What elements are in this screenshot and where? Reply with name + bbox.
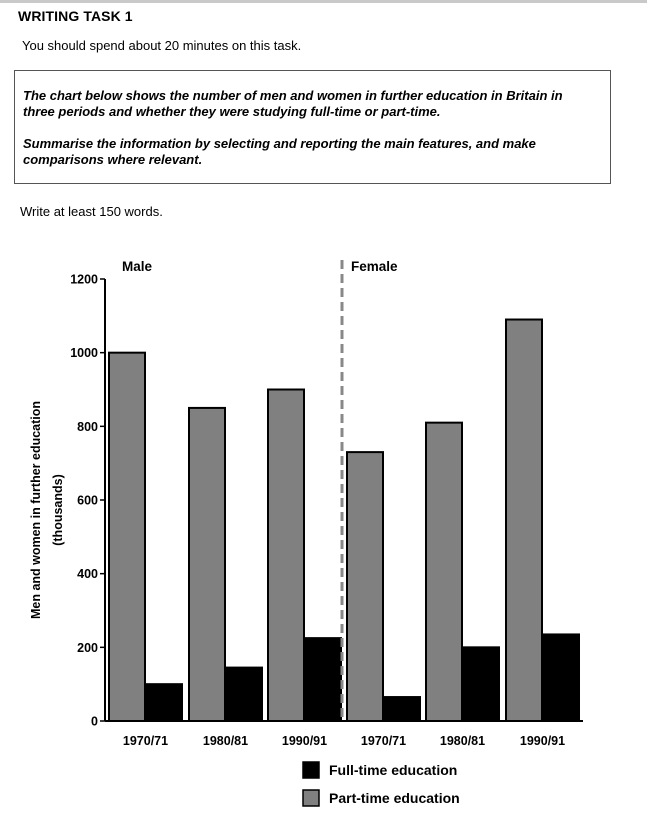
y-tick-label: 600: [77, 493, 98, 508]
bar-chart: [0, 240, 647, 828]
group-label-female: Female: [351, 259, 398, 274]
x-tick-label: 1990/91: [281, 734, 328, 748]
part-time-bar: [426, 423, 462, 721]
word-instruction: Write at least 150 words.: [20, 204, 163, 219]
x-tick-label: 1970/71: [122, 734, 169, 748]
y-tick-label: 200: [77, 640, 98, 655]
full-time-bar: [384, 697, 420, 721]
part-time-bar: [109, 353, 145, 721]
full-time-bar: [543, 634, 579, 721]
top-rule: [0, 0, 647, 3]
prompt-description: The chart below shows the number of men and women in further education in Britain in three periods and whether they were studying full-time or part-time.: [23, 88, 563, 119]
part-time-bar: [268, 390, 304, 722]
full-time-bar: [146, 684, 182, 721]
full-time-bar: [226, 668, 262, 721]
prompt-task: Summarise the information by selecting and reporting the main features, and make comparisons where relevant.: [23, 136, 536, 167]
y-axis-label-unit: (thousands): [51, 474, 65, 546]
x-tick-label: 1980/81: [202, 734, 249, 748]
y-tick-label: 1000: [70, 346, 98, 361]
prompt-box: [14, 70, 611, 184]
y-tick-label: 400: [77, 567, 98, 582]
legend-swatch: [303, 762, 319, 778]
part-time-bar: [506, 320, 542, 721]
x-tick-label: 1970/71: [360, 734, 407, 748]
y-tick-label: 1200: [70, 272, 98, 287]
y-tick-label: 800: [77, 419, 98, 434]
part-time-bar: [347, 452, 383, 721]
x-tick-label: 1980/81: [439, 734, 486, 748]
x-tick-label: 1990/91: [519, 734, 566, 748]
part-time-bar: [189, 408, 225, 721]
legend-label: Part-time education: [329, 790, 460, 806]
task-title: WRITING TASK 1: [18, 8, 133, 24]
full-time-bar: [463, 647, 499, 721]
legend-label: Full-time education: [329, 762, 458, 778]
y-tick-label: 0: [91, 714, 98, 729]
legend-swatch: [303, 790, 319, 806]
full-time-bar: [305, 638, 341, 721]
group-label-male: Male: [122, 259, 153, 274]
y-axis-label: Men and women in further education: [29, 400, 43, 620]
time-instruction: You should spend about 20 minutes on this task.: [22, 38, 302, 53]
